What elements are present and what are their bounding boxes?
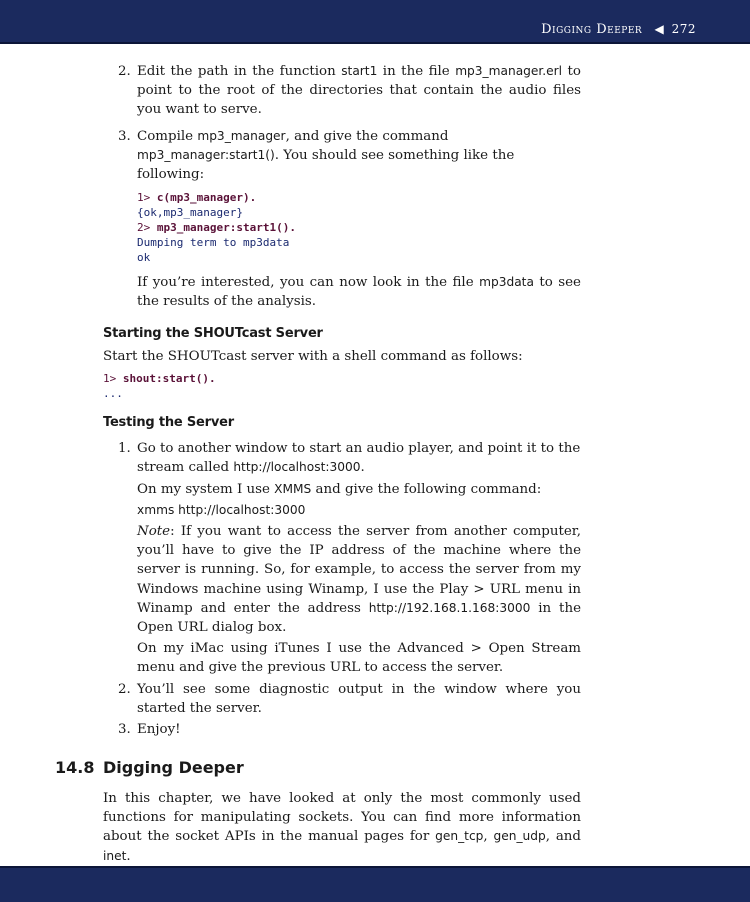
- list-item: [103, 127, 581, 312]
- section-body: [103, 789, 581, 866]
- paragraph: On my iMac using iTunes I use the Advanced > Open Stream menu and give the previous URL to access the server.: [137, 641, 581, 676]
- item-number: 1.: [118, 441, 131, 457]
- paragraph: Compile mp3_manager, and give the command mp3_manager:start1(). You should see something like the following:: [137, 128, 515, 183]
- paragraph: Go to another window to start an audio player, and point it to the stream called http://localhost:3000.: [137, 441, 581, 476]
- footer-bar: [0, 866, 750, 902]
- section-heading: [55, 758, 244, 777]
- paragraph: Enjoy!: [137, 722, 181, 738]
- back-arrow-icon[interactable]: ◀: [654, 22, 665, 36]
- paragraph: Edit the path in the function start1 in the file mp3_manager.erl to point to the root of the directories that contain the audio files you want to serve.: [137, 64, 581, 118]
- list-item: [103, 680, 581, 718]
- header-rule: [0, 42, 750, 44]
- code-block: 1> shout:start(). ...: [103, 372, 216, 401]
- subsection-heading: Starting the SHOUTcast Server: [103, 325, 323, 341]
- paragraph: If you’re interested, you can now look in the file mp3data to see the results of the analysis.: [137, 275, 581, 310]
- section-title: Digging Deeper: [103, 758, 244, 777]
- code-block: 1> c(mp3_manager). {ok,mp3_manager} 2> mp3_manager:start1(). Dumping term to mp3data ok: [137, 191, 296, 265]
- paragraph: In this chapter, we have looked at only the most commonly used functions for manipulating sockets. You can find more information about the socket APIs in the manual pages for gen_tcp, gen_udp, and inet.: [103, 791, 582, 864]
- url-ref: http://192.168.1.168:3000: [368, 600, 531, 615]
- item-number: 2.: [118, 64, 131, 79]
- section-number: 14.8: [55, 758, 95, 777]
- code-ref: start1: [341, 64, 378, 78]
- page-body: [103, 62, 581, 739]
- code-ref: gen_udp: [493, 829, 546, 844]
- code-ref: XMMS: [274, 481, 312, 496]
- list-item: [103, 439, 581, 677]
- page-number: 272: [671, 22, 696, 36]
- code-ref: mp3_manager: [197, 128, 286, 143]
- list-item: [103, 62, 581, 120]
- note-paragraph: Note: If you want to access the server from another computer, you’ll have to give the IP address of the machine where the server is running. So, for example, to access the server from my Windows machine using Winamp, I use the Play > URL menu in Winamp and enter the address http://192.168.1.168:3000 in the Open URL dialog box.: [137, 524, 581, 636]
- paragraph: On my system I use XMMS and give the following command:: [137, 481, 542, 497]
- paragraph: Start the SHOUTcast server with a shell command as follows:: [103, 348, 523, 364]
- subsection-heading: Testing the Server: [103, 415, 234, 431]
- code-ref: mp3data: [479, 275, 534, 290]
- list-item: [103, 720, 581, 739]
- url-ref: http://localhost:3000: [233, 460, 361, 475]
- command-line: xmms http://localhost:3000: [137, 502, 306, 517]
- running-head: [541, 22, 696, 37]
- code-ref: mp3_manager.erl: [455, 64, 563, 78]
- paragraph: You’ll see some diagnostic output in the window where you started the server.: [137, 681, 581, 716]
- item-number: 3.: [118, 722, 131, 738]
- item-number: 3.: [118, 128, 131, 144]
- code-ref: gen_tcp: [435, 829, 484, 844]
- code-ref: mp3_manager:start1(): [137, 147, 275, 162]
- running-head-title: Digging Deeper: [541, 22, 643, 37]
- item-number: 2.: [118, 681, 131, 697]
- code-ref: inet: [103, 848, 127, 863]
